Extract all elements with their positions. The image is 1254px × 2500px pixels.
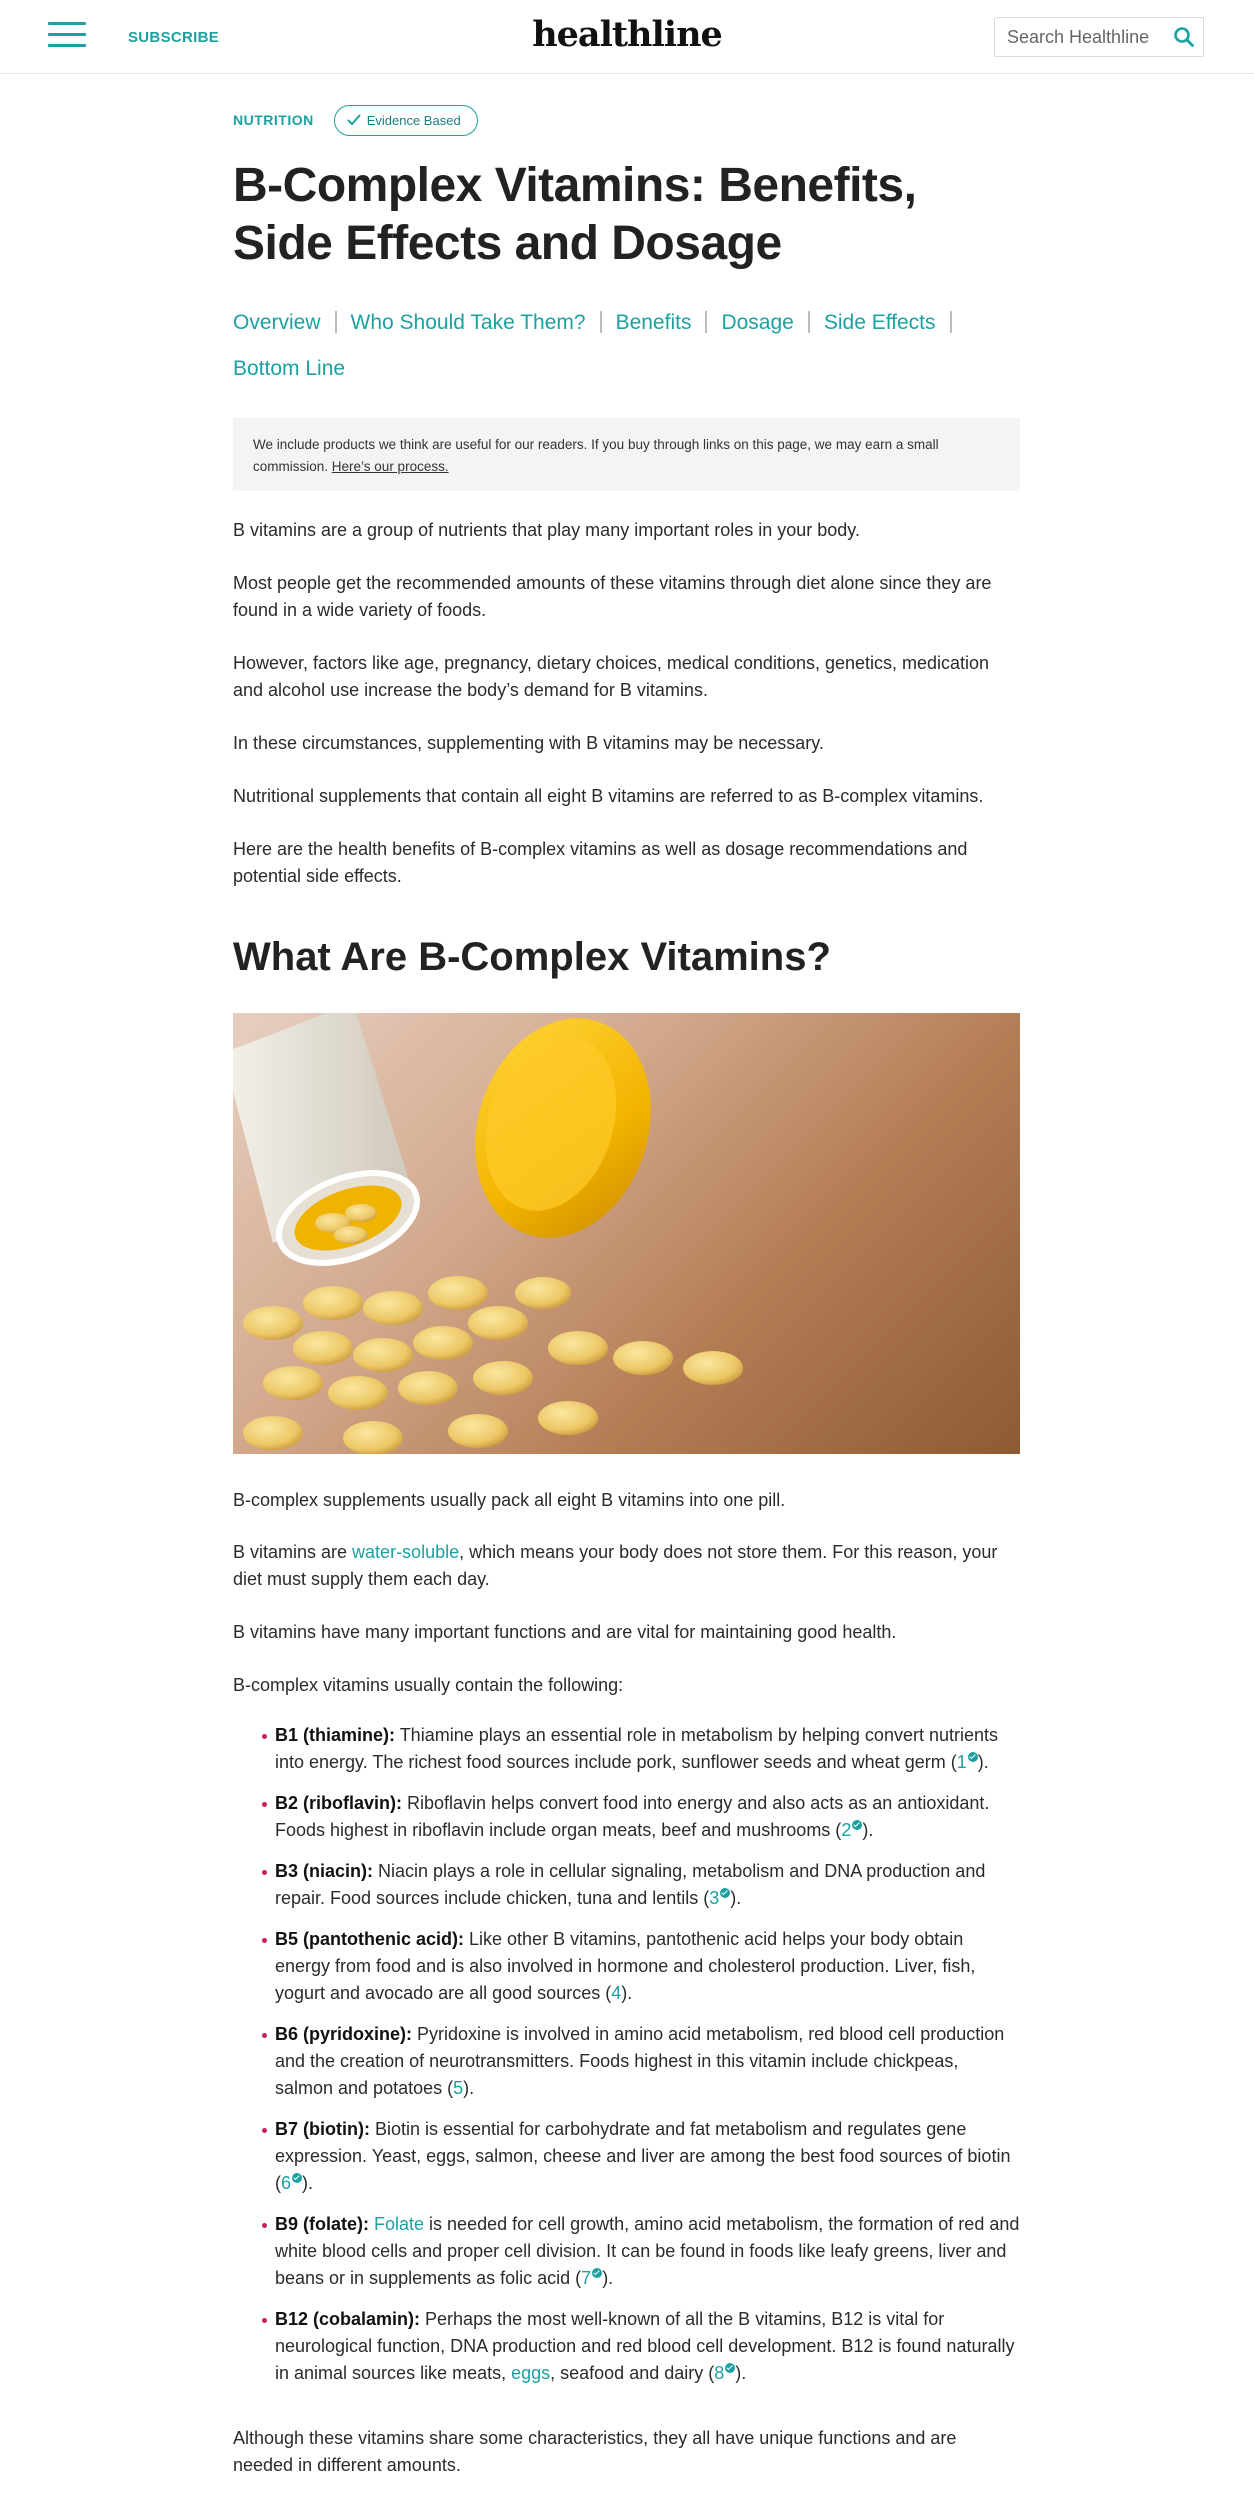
- folate-link[interactable]: Folate: [374, 2214, 425, 2234]
- toc-divider: [335, 311, 337, 333]
- toc-side-effects[interactable]: Side Effects: [823, 311, 936, 334]
- body-paragraph: B-complex vitamins usually contain the following:: [233, 1675, 624, 1695]
- vitamin-description: Like other B vitamins, pantothenic acid helps your body obtain energy from food and is also involved in hormone and cholesterol production. Liver, fish, yogurt and avocado are all good sources (: [275, 1929, 976, 2003]
- vitamin-description: Perhaps the most well-known of all the B vitamins, B12 is vital for neurological function, DNA production and red blood cell development. B12 is found naturally in animal sources like meats,: [275, 2309, 1015, 2383]
- verified-check-icon: [852, 1820, 862, 1830]
- search-input[interactable]: [995, 18, 1165, 56]
- body-paragraph: B-complex supplements usually pack all eight B vitamins into one pill.: [233, 1490, 786, 1510]
- site-logo[interactable]: healthline: [532, 14, 722, 55]
- pills-illustration: [233, 1013, 1020, 1454]
- body-text: , which means your body does not store them. For this reason, your diet must supply them each day.: [233, 1542, 998, 1589]
- vitamin-name: B5 (pantothenic acid):: [275, 1929, 465, 1949]
- punctuation: ).: [463, 2078, 475, 2098]
- article-title: B-Complex Vitamins: Benefits, Side Effects and Dosage: [233, 159, 917, 270]
- vitamin-name: B12 (cobalamin):: [275, 2309, 421, 2329]
- list-item: [275, 1790, 1020, 1844]
- citation-link[interactable]: 8: [714, 2363, 725, 2383]
- list-item: [275, 2021, 1020, 2102]
- vitamin-name: B3 (niacin):: [275, 1861, 374, 1881]
- vitamin-description: Niacin plays a role in cellular signaling, metabolism and DNA production and repair. Food sources include chicken, tuna and lentils (: [275, 1861, 986, 1908]
- table-of-contents: [233, 300, 1020, 392]
- eggs-link[interactable]: eggs: [511, 2363, 551, 2383]
- our-process-link[interactable]: Here’s our process.: [331, 459, 449, 474]
- citation-link[interactable]: 1: [956, 1752, 967, 1772]
- intro-paragraph: B vitamins are a group of nutrients that play many important roles in your body.: [233, 520, 860, 540]
- verified-check-icon: [720, 1888, 730, 1898]
- list-item: [275, 1926, 1020, 2007]
- vitamin-name: B7 (biotin):: [275, 2119, 370, 2139]
- punctuation: ).: [735, 2363, 747, 2383]
- punctuation: ).: [602, 2268, 614, 2288]
- vitamin-name: B2 (riboflavin):: [275, 1793, 403, 1813]
- evidence-based-badge[interactable]: [334, 105, 478, 136]
- subscribe-link[interactable]: SUBSCRIBE: [128, 29, 220, 46]
- intro-paragraph: However, factors like age, pregnancy, dietary choices, medical conditions, genetics, medication and alcohol use increase the body’s demand for B vitamins.: [233, 653, 990, 700]
- punctuation: ).: [862, 1820, 874, 1840]
- intro-paragraph: Most people get the recommended amounts of these vitamins through diet alone since they are found in a wide variety of foods.: [233, 573, 992, 620]
- toc-dosage[interactable]: Dosage: [721, 311, 794, 334]
- water-soluble-link[interactable]: water-soluble: [352, 1542, 460, 1562]
- vitamin-description: Pyridoxine is involved in amino acid metabolism, red blood cell production and the creation of neurotransmitters. Foods highest in this vitamin include chickpeas, salmon and potatoes (: [275, 2024, 1005, 2098]
- punctuation: ).: [977, 1752, 989, 1772]
- list-item: [275, 1722, 1020, 1776]
- intro-paragraph: Nutritional supplements that contain all eight B vitamins are referred to as B-complex vitamins.: [233, 786, 984, 806]
- body-paragraph: B vitamins have many important functions and are vital for maintaining good health.: [233, 1622, 897, 1642]
- menu-icon[interactable]: [48, 22, 86, 50]
- list-item: [275, 2211, 1020, 2292]
- category-link[interactable]: NUTRITION: [233, 112, 314, 128]
- vitamin-description: is needed for cell growth, amino acid metabolism, the formation of red and white blood cells and proper cell division. It can be found in foods like leafy greens, liver and beans or in supplements as folic acid (: [275, 2214, 1020, 2288]
- vitamin-description: , seafood and dairy (: [550, 2363, 715, 2383]
- search-box: [994, 17, 1204, 57]
- toc-overview[interactable]: Overview: [233, 311, 321, 334]
- verified-check-icon: [592, 2268, 602, 2278]
- punctuation: ).: [302, 2173, 314, 2193]
- body-text: B vitamins are: [233, 1542, 353, 1562]
- vitamin-name: B9 (folate):: [275, 2214, 369, 2234]
- vitamin-list: [275, 1722, 1020, 2401]
- verified-check-icon: [725, 2363, 735, 2373]
- citation-link[interactable]: 3: [709, 1888, 720, 1908]
- checkmark-icon: [347, 114, 361, 126]
- vitamin-pills-image: [233, 1013, 1020, 1454]
- citation-link[interactable]: 7: [581, 2268, 592, 2288]
- toc-divider: [808, 311, 810, 333]
- vitamin-description: Biotin is essential for carbohydrate and fat metabolism and regulates gene expression. Yeast, eggs, salmon, cheese and liver are among the best food sources of biotin (: [275, 2119, 1011, 2193]
- closing-paragraph: Although these vitamins share some characteristics, they all have unique functions and are needed in different amounts.: [233, 2428, 957, 2475]
- punctuation: ).: [621, 1983, 633, 2003]
- punctuation: ).: [730, 1888, 742, 1908]
- affiliate-disclaimer: [233, 418, 1020, 491]
- toc-divider: [600, 311, 602, 333]
- vitamin-description: Thiamine plays an essential role in metabolism by helping convert nutrients into energy. The richest food sources include pork, sunflower seeds and wheat germ (: [275, 1725, 998, 1772]
- intro-paragraph: In these circumstances, supplementing with B vitamins may be necessary.: [233, 733, 824, 753]
- article-topics: [233, 104, 478, 136]
- list-item: [275, 2306, 1020, 2387]
- vitamin-name: B6 (pyridoxine):: [275, 2024, 413, 2044]
- citation-link[interactable]: 5: [453, 2078, 464, 2098]
- list-item: [275, 1858, 1020, 1912]
- verified-check-icon: [968, 1752, 978, 1762]
- citation-link[interactable]: 6: [281, 2173, 292, 2193]
- citation-link[interactable]: 2: [841, 1820, 852, 1840]
- search-icon[interactable]: [1173, 26, 1195, 48]
- body-paragraph: [233, 1539, 1020, 1593]
- toc-bottom-line[interactable]: Bottom Line: [233, 357, 346, 380]
- vitamin-name: B1 (thiamine):: [275, 1725, 396, 1745]
- toc-divider: [705, 311, 707, 333]
- toc-benefits[interactable]: Benefits: [615, 311, 692, 334]
- disclaimer-text: We include products we think are useful for our readers. If you buy through links on this page, we may earn a small commission.: [253, 437, 939, 474]
- section-heading: What Are B-Complex Vitamins?: [233, 935, 831, 979]
- list-item: [275, 2116, 1020, 2197]
- evidence-badge-label: Evidence Based: [366, 112, 461, 128]
- toc-who-should-take[interactable]: Who Should Take Them?: [350, 311, 586, 334]
- toc-divider: [950, 311, 952, 333]
- citation-link[interactable]: 4: [611, 1983, 622, 2003]
- intro-paragraph: Here are the health benefits of B-complex vitamins as well as dosage recommendations and potential side effects.: [233, 839, 968, 886]
- vitamin-description: Riboflavin helps convert food into energy and also acts as an antioxidant. Foods highest in riboflavin include organ meats, beef and mushrooms (: [275, 1793, 990, 1840]
- site-header: [0, 0, 1254, 74]
- verified-check-icon: [292, 2173, 302, 2183]
